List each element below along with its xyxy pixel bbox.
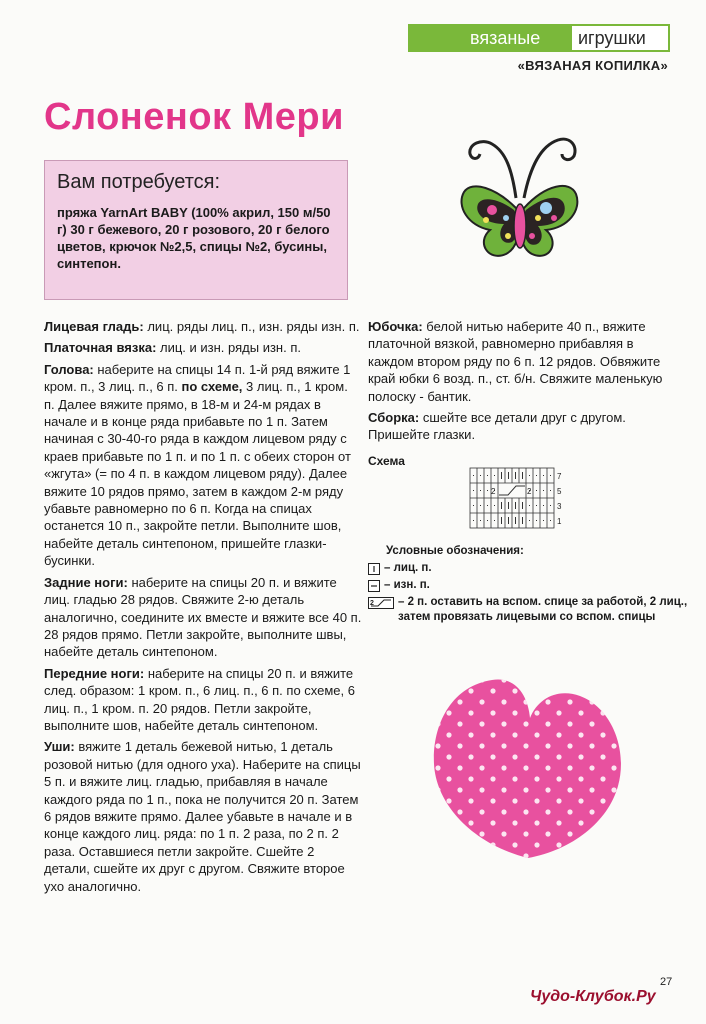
butterfly-illustration	[446, 130, 586, 270]
section-subtitle: «ВЯЗАНАЯ КОПИЛКА»	[517, 58, 668, 73]
paragraph-stockinette	[44, 318, 362, 335]
text-front-legs: наберите на спицы 20 п. и вяжите след. образом: 1 кром. п., 6 лиц. п., 6 п. по схеме, 6 лиц. п., 1 кром. п. 20 рядов. Петли закройте, выполните шов, набейте деталь синтепоном.	[44, 665, 355, 733]
text-stockinette: лиц. ряды лиц. п., изн. ряды изн. п.	[143, 319, 360, 334]
materials-text: пряжа YarnArt BABY (100% акрил, 150 м/50 г) 30 г бежевого, 20 г розового, 20 г белого цветов, крючок №2,5, спицы №2, бусины, синтепон.	[57, 205, 331, 271]
term-assembly: Сборка:	[368, 410, 420, 426]
text-garter: лиц. и изн. ряды изн. п.	[156, 340, 301, 356]
knitting-chart	[468, 466, 568, 532]
chart-cable-mark-left: 2	[491, 487, 496, 496]
cable-symbol-number: 2	[370, 600, 374, 607]
term-head: Голова:	[44, 361, 94, 377]
text-head: наберите на спицы 14 п. 1-й ряд вяжите 1 кром. п., 3 лиц. п., 6 п.	[44, 361, 351, 395]
chart-row-number: 1	[557, 517, 562, 526]
materials-box	[44, 160, 348, 300]
text-assembly: сшейте все детали друг с другом. Пришейте глазки.	[368, 410, 626, 443]
paragraph-front-legs	[44, 665, 362, 735]
paragraph-back-legs	[44, 574, 362, 661]
heart-illustration	[432, 674, 628, 864]
text-skirt: белой нитью наберите 40 п., вяжите платочной вязкой, равномерно прибавляя в каждом втором ряду по 6 п. 12 рядов. Обвяжите край юбки 6 возд. п., ст. б/н. Свяжите маленькую полоску - бантик.	[368, 319, 663, 404]
rubric-label-part1: вязаные	[408, 24, 570, 52]
paragraph-assembly	[368, 409, 678, 444]
legend-item-knit	[368, 561, 688, 576]
term-back-legs: Задние ноги:	[44, 574, 128, 590]
paragraph-head	[44, 361, 362, 570]
legend-text-purl: – изн. п.	[384, 579, 430, 591]
rubric-label-part2: игрушки	[570, 24, 670, 52]
legend-title: Условные обозначения:	[386, 545, 524, 557]
chart-cable-mark-right: 2	[527, 487, 532, 496]
term-ears: Уши:	[44, 739, 75, 755]
purl-stitch-symbol-icon	[368, 580, 380, 592]
chart-row-number: 5	[557, 487, 562, 496]
legend-text-cable: – 2 п. оставить на вспом. спице за работой, 2 лиц., затем провязать лицевыми со вспом. спицы	[398, 596, 688, 623]
text-back-legs: наберите на спицы 20 п. и вяжите лиц. гладью 28 рядов. Свяжите 2-ю деталь аналогично, соедините их вместе и вяжите все 40 п. 28 рядов прямо. Петли закройте, выполните швы, набейте деталь синтепоном.	[44, 574, 362, 660]
chart-row-number: 3	[557, 502, 562, 511]
page-title: Слоненок Мери	[44, 96, 344, 138]
knit-stitch-symbol-icon	[368, 563, 380, 575]
term-skirt: Юбочка:	[368, 319, 423, 334]
term-garter: Платочная вязка:	[44, 340, 157, 356]
chart-legend	[368, 544, 688, 627]
scheme-title: Схема	[368, 454, 405, 468]
legend-item-purl	[368, 578, 688, 593]
rubric-header	[408, 24, 670, 52]
term-by-scheme: по схеме,	[181, 379, 243, 395]
text-ears: вяжите 1 деталь бежевой нитью, 1 деталь розовой нитью (для одного уха). Наберите на спицы 5 п. и вяжите лиц. гладью, прибавляя в начале каждого ряда по 1 п., пока не получится 20 п. Затем 6 рядов вяжите прямо. Далее убавьте в начале и в конце каждого лиц. ряда: по 1 п. 2 раза, по 2 п. 2 раза. Оставшиеся петли закройте. Сшейте 2 детали, сшейте их друг с другом. Свяжите второе ухо аналогично.	[44, 739, 361, 894]
materials-heading: Вам потребуется:	[57, 171, 221, 193]
instructions-right-column	[368, 318, 678, 448]
term-stockinette: Лицевая гладь:	[44, 319, 144, 334]
page-number: 27	[660, 976, 673, 988]
text-head-cont: 3 лиц. п., 1 кром. п. Далее вяжите прямо, в 18-м и 24-м рядах в начале и в конце ряда прибавьте по 1 п. Затем начиная с 30-40-го ряда в каждом лицевом ряду с краев прибавьте по 1 п. и по 1 п. с обеих сторон от «жгута» (= по 4 п. в каждом лицевом ряду). Далее вяжите 10 рядов прямо, затем в каждом 2-м ряду убавьте равномерно по 6 п. Когда на спицах останется 10 п., закройте петли. Выполните шов, набейте деталь синтепоном, пришейте глазки-бусинки.	[44, 379, 351, 569]
term-front-legs: Передние ноги:	[44, 665, 145, 681]
legend-item-cable	[368, 595, 688, 625]
paragraph-ears	[44, 738, 362, 895]
legend-text-knit: – лиц. п.	[384, 562, 432, 574]
chart-row-number: 7	[557, 472, 562, 481]
paragraph-garter	[44, 339, 362, 356]
instructions-left-column	[44, 318, 362, 899]
site-watermark: Чудо-Клубок.Ру	[530, 988, 656, 1005]
cable-cross-symbol-icon	[368, 597, 394, 609]
paragraph-skirt	[368, 318, 678, 405]
